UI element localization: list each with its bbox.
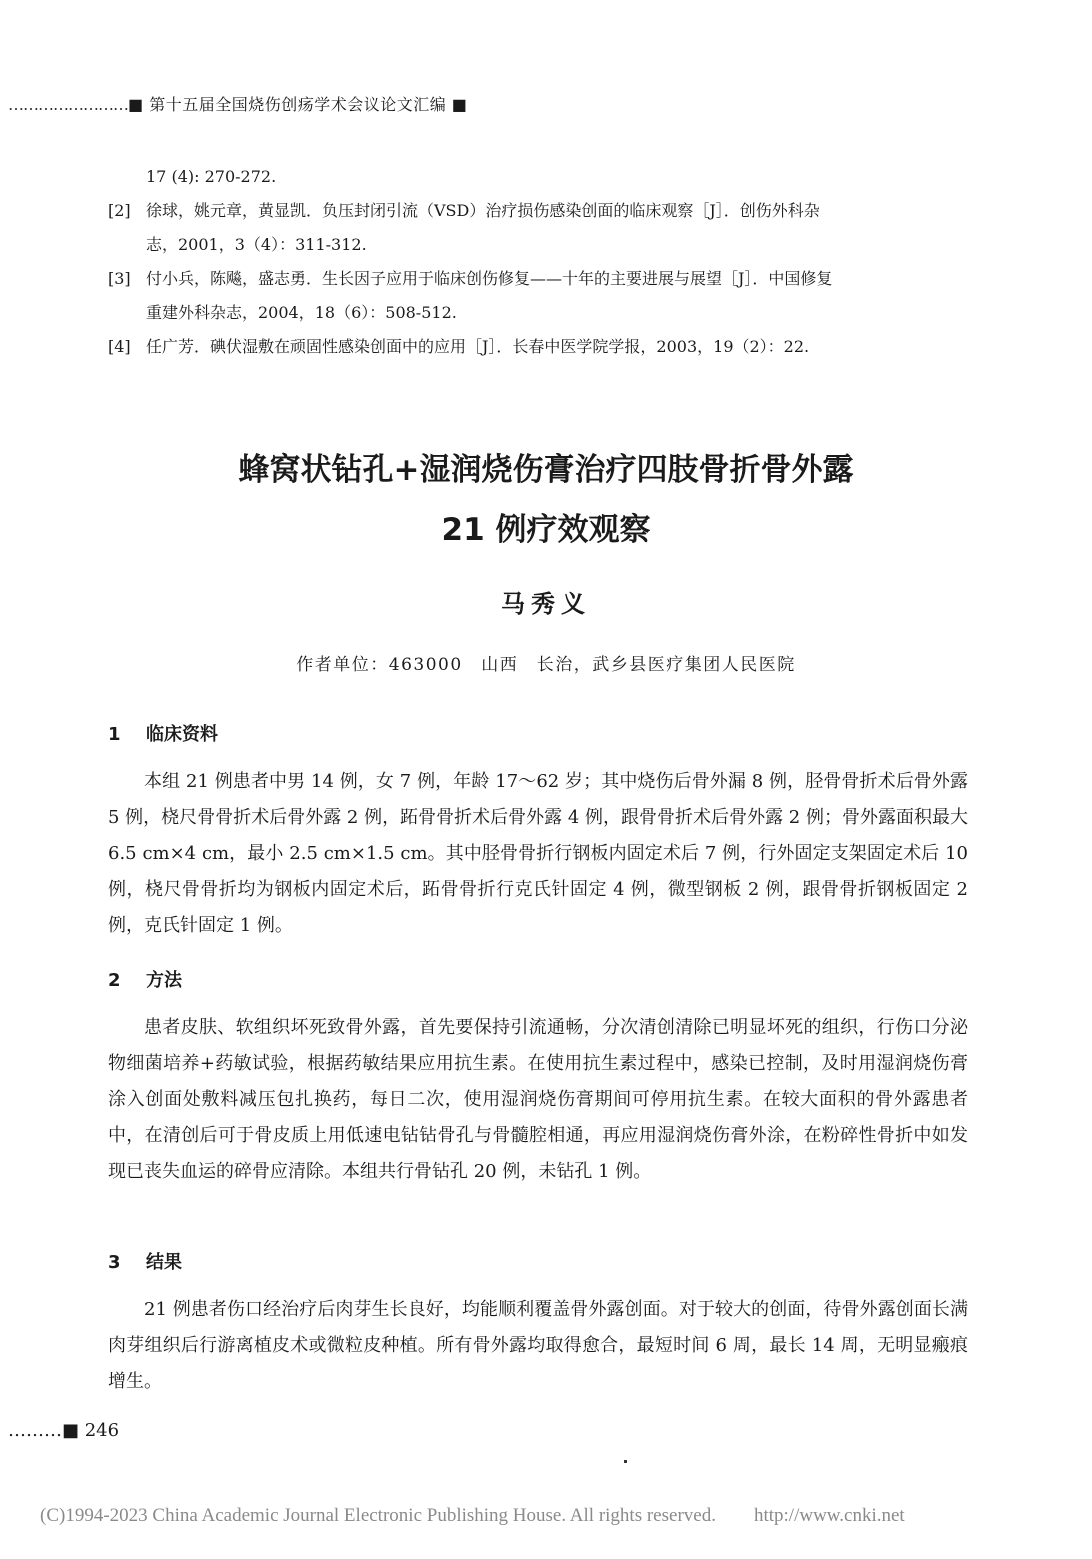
reference-number: [3] — [108, 269, 131, 288]
author-affiliation: 作者单位：463000 山西 长治，武乡县医疗集团人民医院 — [296, 655, 796, 675]
reference-list — [108, 160, 968, 364]
page-number: ■ 246 — [62, 1420, 120, 1441]
section-number: 1 — [108, 724, 121, 745]
reference-number: [2] — [108, 201, 131, 220]
section-number: 2 — [108, 970, 121, 991]
reference-continuation: 17 (4): 270-272. — [146, 167, 277, 186]
section-heading — [108, 966, 182, 992]
reference-text: 付小兵，陈飚，盛志勇．生长因子应用于临床创伤修复——十年的主要进展与展望［J］．中国修复 — [146, 269, 833, 288]
reference-text: 重建外科杂志，2004，18（6）：508-512. — [146, 303, 457, 322]
title-line: 21 例疗效观察 — [441, 512, 651, 548]
reference-item — [108, 262, 968, 330]
author-name: 马秀义 — [501, 589, 591, 618]
reference-text: 徐球，姚元章，黄显凯．负压封闭引流（VSD）治疗损伤感染创面的临床观察［J］．创伤外科杂 — [146, 201, 820, 220]
header-leader-dots: …………………… — [8, 95, 128, 114]
article-title — [0, 440, 1092, 560]
reference-text: 任广芳．碘伏湿敷在顽固性感染创面中的应用［J］．长春中医学院学报，2003，19（2）：22. — [146, 337, 810, 356]
section-body: 患者皮肤、软组织坏死致骨外露，首先要保持引流通畅，分次清创清除已明显坏死的组织，行伤口分泌物细菌培养+药敏试验，根据药敏结果应用抗生素。在使用抗生素过程中，感染已控制，及时用湿润烧伤膏涂入创面处敷料减压包扎换药，每日二次，使用湿润烧伤膏期间可停用抗生素。在较大面积的骨外露患者中，在清创后可于骨皮质上用低速电钻钻骨孔与骨髓腔相通，再应用湿润烧伤膏外涂，在粉碎性骨折中如发现已丧失血运的碎骨应清除。本组共行骨钻孔 20 例，未钻孔 1 例。 — [108, 1017, 968, 1182]
section-number: 3 — [108, 1252, 121, 1273]
reference-text: 志，2001，3（4）：311-312. — [146, 235, 367, 254]
copyright-notice: (C)1994-2023 China Academic Journal Electronic Publishing House. All rights reserved. http://www.cnki.net — [40, 1505, 905, 1526]
section-heading — [108, 1248, 182, 1274]
reference-item — [108, 194, 968, 262]
section-title: 临床资料 — [146, 724, 218, 745]
page-footer — [8, 1420, 119, 1441]
footer-leader-dots: ……… — [8, 1420, 62, 1441]
title-line: 蜂窝状钻孔+湿润烧伤膏治疗四肢骨折骨外露 — [238, 452, 854, 488]
header-text: ■ 第十五届全国烧伤创疡学术会议论文汇编 ■ — [128, 95, 468, 114]
reference-item — [108, 330, 968, 364]
running-header — [8, 92, 467, 115]
section-title: 结果 — [146, 1252, 182, 1273]
section-body: 本组 21 例患者中男 14 例，女 7 例，年龄 17～62 岁；其中烧伤后骨外漏 8 例，胫骨骨折术后骨外露 5 例，桡尺骨骨折术后骨外露 2 例，跖骨骨折术后骨外露 4 例，跟骨骨折术后骨外露 2 例；骨外露面积最大 6.5 cm×4 cm，最小 2.5 cm×1.5 cm。其中胫骨骨折行钢板内固定术后 7 例，行外固定支架固定术后 10 例，桡尺骨骨折均为钢板内固定术后，跖骨骨折行克氏针固定 4 例，微型钢板 2 例，跟骨骨折钢板固定 2 例，克氏针固定 1 例。 — [108, 771, 968, 936]
section-title: 方法 — [146, 970, 182, 991]
stray-mark — [624, 1460, 627, 1463]
section-heading — [108, 720, 218, 746]
reference-number: [4] — [108, 337, 131, 356]
section-body: 21 例患者伤口经治疗后肉芽生长良好，均能顺利覆盖骨外露创面。对于较大的创面，待骨外露创面长满肉芽组织后行游离植皮术或微粒皮种植。所有骨外露均取得愈合，最短时间 6 周，最长 14 周，无明显瘢痕增生。 — [108, 1299, 968, 1392]
